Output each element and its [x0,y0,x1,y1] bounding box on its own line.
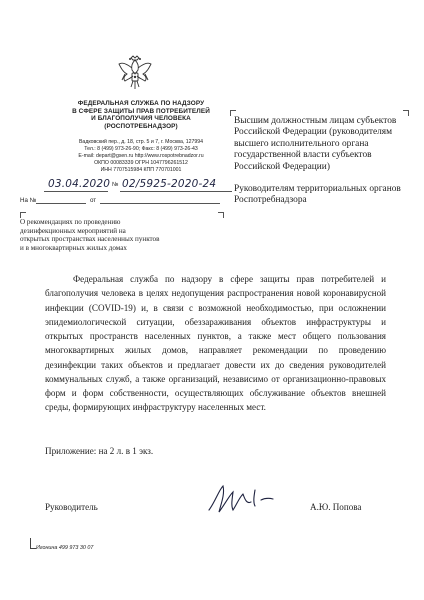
address-line: ОКПО 00083339 ОГРН 1047796261512 [94,159,188,166]
attachment-note: Приложение: на 2 л. в 1 экз. [45,446,154,456]
subject-line: и в многоквартирных жилых домах [20,243,127,252]
registration-number-label: № [112,182,119,188]
subject-line: О рекомендациях по проведению [20,218,121,226]
organization-name [66,100,216,130]
executor-contact: Игонина 499 973 30 07 [36,545,94,551]
number-underline [120,191,232,192]
recipient-secondary: Руководителям территориальных органов Роспотребнадзора [234,184,401,206]
address-line: ИНН 7707515984 КПП 770701001 [100,166,182,173]
registration-line [44,178,234,194]
address-line: E-mail: depart@gsen.ru http://www.rospotrebnadzor.ru [78,152,204,159]
subject-line: дезинфекционных мероприятий на [20,226,126,235]
reference-date-label: от [90,197,97,204]
org-line: И БЛАГОПОЛУЧИЯ ЧЕЛОВЕКА [91,115,191,123]
organization-address [66,139,216,174]
address-line: Вадковский пер., д. 18, стр. 5 и 7, г. Москва, 127994 [78,139,204,145]
handwritten-signature [205,480,277,520]
org-line: В СФЕРЕ ЗАЩИТЫ ПРАВ ПОТРЕБИТЕЛЕЙ [72,107,210,115]
signer-role: Руководитель [45,502,98,512]
registration-date: 03.04.2020 [48,178,111,190]
date-underline [44,191,108,192]
signer-name: А.Ю. Попова [310,502,362,512]
org-line: (РОСПОТРЕБНАДЗОР) [104,122,178,130]
letter-subject [20,218,230,252]
org-line: ФЕДЕРАЛЬНАЯ СЛУЖБА ПО НАДЗОРУ [77,100,205,107]
registration-number: 02/5925-2020-24 [122,178,217,190]
recipient-primary: Высшим должностным лицам субъектов Российской Федерации (руководителям высшего исполнительного органа государственной власти субъектов Российской Федерации) [234,116,397,172]
letter-body: Федеральная служба по надзору в сфере защиты прав потребителей и благополучия человека в целях недопущения распространения новой коронавирусной инфекции (COVID-19) и, в связи с возможной необходимостью, при осложнении эпидемиологической ситуации, обеззараживания объектов инфраструктуры и открытых пространств населенных пунктов, а также мест общего пользования многоквартирных жилых домов, направляет рекомендации по проведению дезинфекции таких объектов и предлагает довести их до сведения руководителей коммунальных служб, а также организаций, независимо от организационно-правовых форм и форм собственности, осуществляющих обслуживание объектов внешней среды, формирующих инфраструктуру населенных мест. [45,274,386,413]
reference-number-rule [36,203,86,204]
reference-date-rule [100,203,220,204]
reference-number-label: На № [20,197,37,204]
coat-of-arms-emblem [117,54,153,92]
address-line: Тел.: 8 (499) 973-26-90; Факс: 8 (499) 973-26-43 [84,145,198,152]
subject-line: открытых пространствах населенных пунктов [20,235,160,244]
